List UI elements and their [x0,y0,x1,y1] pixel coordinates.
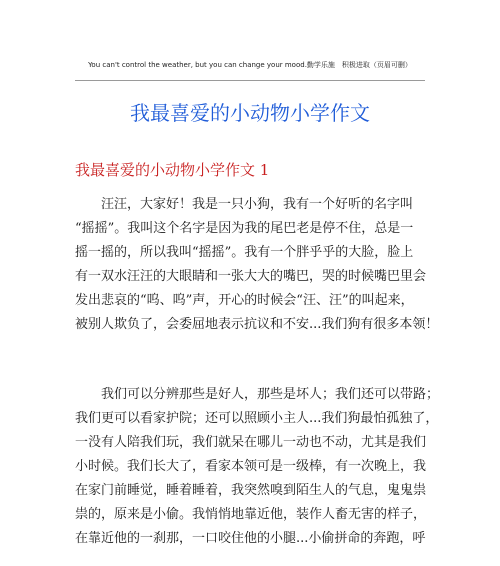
paragraph-line: 有一双水汪汪的大眼睛和一张大大的嘴巴，哭的时候嘴巴里会 [75,269,427,284]
section-title: 我最喜爱的小动物小学作文 1 [75,161,270,179]
paragraph-line: 在家门前睡觉，睡着睡着，我突然嗅到陌生人的气息，鬼鬼祟 [75,483,427,498]
paragraph-line: 在靠近他的一刹那，一口咬住他的小腿...小偷拼命的奔跑，呼 [75,531,426,546]
paragraph-line: “摇摇”。我叫这个名字是因为我的尾巴老是停不住，总是一 [75,221,414,236]
page-header-text: You can't control the weather, but you can change your mood.勤学乐施 积极进取（页眉可删） [88,61,412,69]
paragraph-line: 我们更可以看家护院；还可以照顾小主人...我们狗最怕孤独了， [75,411,439,426]
paragraph-line: 被别人欺负了，会委屈地表示抗议和不安...我们狗有很多本领！ [75,317,439,332]
document-title: 我最喜爱的小动物小学作文 [130,101,370,125]
paragraph-line: 汪汪，大家好！我是一只小狗，我有一个好听的名字叫 [101,197,414,212]
header-divider [75,80,425,81]
paragraph-line: 摇一摇的，所以我叫“摇摇”。我有一个胖乎乎的大脸，脸上 [75,245,414,260]
paragraph-line: 发出悲哀的“呜、呜”声，开心的时候会“汪、汪”的叫起来， [75,293,414,308]
paragraph-line: 一没有人陪我们玩，我们就呆在哪儿一动也不动，尤其是我们 [75,435,427,450]
paragraph-line: 我们可以分辨那些是好人，那些是坏人；我们还可以带路； [101,387,440,402]
paragraph [75,193,439,337]
paragraph-line: 小时候。我们长大了，看家本领可是一级棒，有一次晚上，我 [75,459,427,474]
paragraph [75,383,440,551]
paragraph-line: 祟的，原来是小偷。我悄悄地靠近他，装作人畜无害的样子， [75,507,427,522]
